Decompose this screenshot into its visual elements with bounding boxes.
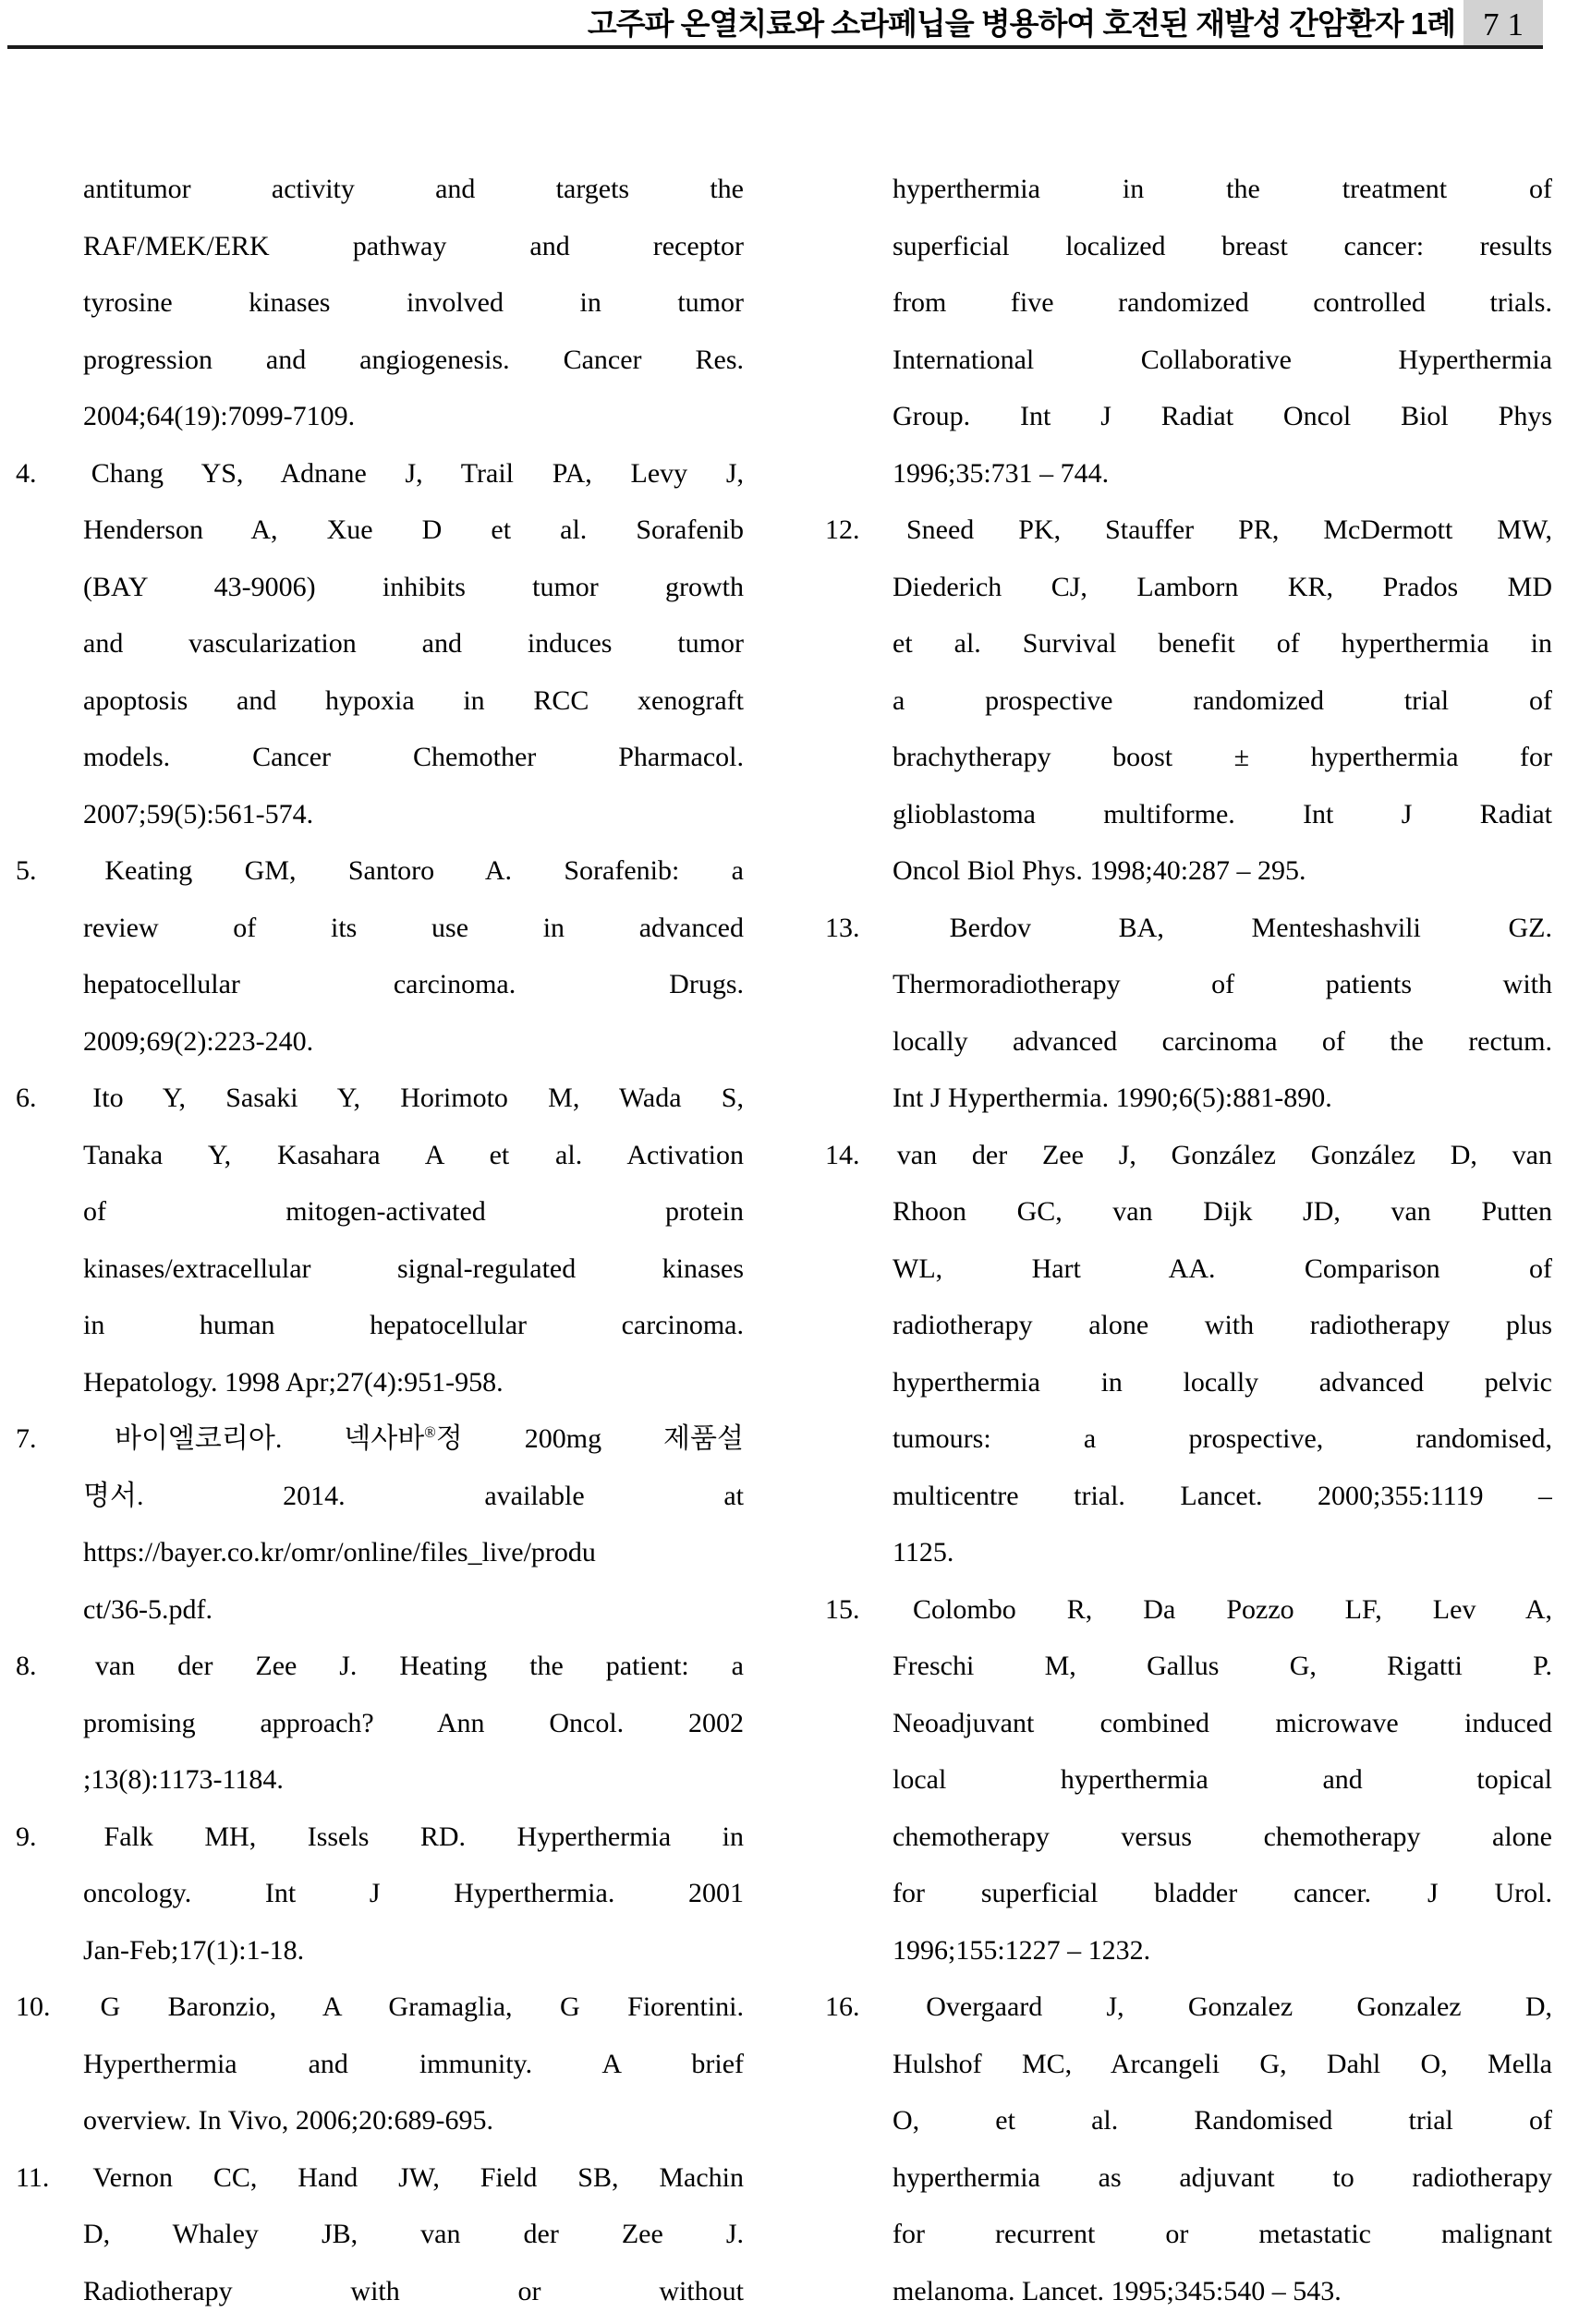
reference-item: [825, 161, 1552, 502]
reference-number: 5.: [16, 855, 37, 886]
reference-line: local hyperthermia and topical: [893, 1764, 1552, 1795]
reference-line: 9. Falk MH, Issels RD. Hyperthermia in: [16, 1809, 744, 1866]
reference-line: International Collaborative Hyperthermia: [893, 344, 1552, 375]
reference-number: 7.: [16, 1423, 37, 1454]
reference-line: 2007;59(5):561-574.: [83, 798, 314, 829]
reference-line: 1996;155:1227 – 1232.: [893, 1934, 1151, 1966]
reference-line: Tanaka Y, Kasahara A et al. Activation: [83, 1139, 744, 1170]
reference-line: Diederich CJ, Lamborn KR, Prados MD: [893, 571, 1552, 602]
reference-line: Hepatology. 1998 Apr;27(4):951-958.: [83, 1366, 504, 1398]
reference-item: [825, 1979, 1552, 2319]
reference-line: 14. van der Zee J, González González D, van: [825, 1127, 1552, 1184]
reference-line: progression and angiogenesis. Cancer Res.: [83, 344, 744, 375]
reference-line: Int J Hyperthermia. 1990;6(5):881-890.: [893, 1083, 1332, 1113]
reference-line: Oncol Biol Phys. 1998;40:287 – 295.: [893, 855, 1306, 886]
reference-item: [16, 1979, 744, 2149]
reference-line: https://bayer.co.kr/omr/online/files_live/produ: [83, 1537, 596, 1567]
reference-number: 11.: [16, 2161, 50, 2193]
reference-item: [16, 1638, 744, 1809]
reference-line: 10. G Baronzio, A Gramaglia, G Fiorentini.: [16, 1979, 744, 2036]
reference-line: for recurrent or metastatic malignant: [893, 2219, 1552, 2249]
page-number: 71: [1483, 6, 1532, 42]
header-rule: [7, 45, 1543, 49]
reference-line: 13. Berdov BA, Menteshashvili GZ.: [825, 900, 1552, 957]
reference-line: O, et al. Randomised trial of: [893, 2105, 1552, 2136]
reference-item: [16, 1070, 744, 1410]
reference-line: superficial localized breast cancer: results: [893, 230, 1552, 261]
reference-number: 6.: [16, 1083, 37, 1113]
reference-line: and vascularization and induces tumor: [83, 628, 744, 659]
reference-line: Radiotherapy with or without: [83, 2275, 744, 2306]
registered-trademark-symbol: ®: [424, 1423, 436, 1441]
reference-line: for superficial bladder cancer. J Urol.: [893, 1878, 1552, 1908]
reference-line: Rhoon GC, van Dijk JD, van Putten: [893, 1196, 1552, 1227]
reference-line: 명서. 2014. available at: [83, 1480, 744, 1511]
reference-line: Group. Int J Radiat Oncol Biol Phys: [893, 401, 1552, 431]
reference-line: tyrosine kinases involved in tumor: [83, 287, 744, 318]
reference-line: kinases/extracellular signal-regulated kinases: [83, 1253, 744, 1284]
reference-line: 1996;35:731 – 744.: [893, 457, 1110, 489]
reference-line: multicentre trial. Lancet. 2000;355:1119 –: [893, 1480, 1552, 1511]
reference-line: radiotherapy alone with radiotherapy plus: [893, 1310, 1552, 1340]
reference-line: RAF/MEK/ERK pathway and receptor: [83, 230, 744, 261]
references-column-right: [825, 161, 1552, 2319]
reference-number: 8.: [16, 1651, 37, 1681]
reference-line: 1125.: [893, 1537, 954, 1567]
reference-line: 15. Colombo R, Da Pozzo LF, Lev A,: [825, 1581, 1552, 1639]
page-number-box: [1463, 0, 1543, 49]
reference-item: [16, 1809, 744, 1979]
reference-line: Henderson A, Xue D et al. Sorafenib: [83, 514, 744, 545]
reference-line: 8. van der Zee J. Heating the patient: a: [16, 1638, 744, 1695]
reference-number: 4.: [16, 457, 37, 489]
reference-item: [16, 445, 744, 843]
reference-item: [16, 842, 744, 1070]
reference-line: hepatocellular carcinoma. Drugs.: [83, 969, 744, 999]
reference-line: 16. Overgaard J, Gonzalez Gonzalez D,: [825, 1979, 1552, 2036]
reference-item: [16, 161, 744, 445]
reference-line: hyperthermia in the treatment of: [893, 174, 1552, 204]
reference-line: of mitogen-activated protein: [83, 1196, 744, 1227]
reference-line: (BAY 43-9006) inhibits tumor growth: [83, 571, 744, 602]
reference-line: Jan-Feb;17(1):1-18.: [83, 1934, 305, 1966]
reference-line: Freschi M, Gallus G, Rigatti P.: [893, 1651, 1552, 1681]
reference-number: 10.: [16, 1991, 51, 2022]
reference-line: from five randomized controlled trials.: [893, 287, 1552, 318]
reference-item: [825, 900, 1552, 1127]
reference-line: 12. Sneed PK, Stauffer PR, McDermott MW,: [825, 502, 1552, 559]
reference-line: oncology. Int J Hyperthermia. 2001: [83, 1878, 744, 1908]
reference-item: [16, 2149, 744, 2320]
reference-line: antitumor activity and targets the: [83, 174, 744, 204]
reference-line: ;13(8):1173-1184.: [83, 1764, 284, 1795]
reference-line: 5. Keating GM, Santoro A. Sorafenib: a: [16, 842, 744, 900]
reference-line: locally advanced carcinoma of the rectum.: [893, 1025, 1552, 1057]
reference-line: chemotherapy versus chemotherapy alone: [893, 1821, 1552, 1852]
reference-line: promising approach? Ann Oncol. 2002: [83, 1707, 744, 1738]
reference-line: ct/36-5.pdf.: [83, 1593, 213, 1625]
reference-line: 2009;69(2):223-240.: [83, 1025, 314, 1057]
running-head-title: 고주파 온열치료와 소라페닙을 병용하여 호전된 재발성 간암환자 1례: [587, 6, 1455, 41]
references-column-left: [16, 161, 744, 2319]
reference-line: hyperthermia as adjuvant to radiotherapy: [893, 2161, 1552, 2193]
reference-line: D, Whaley JB, van der Zee J.: [83, 2219, 744, 2249]
reference-number: 16.: [825, 1991, 860, 2022]
reference-line: et al. Survival benefit of hyperthermia in: [893, 628, 1552, 659]
reference-line: 2004;64(19):7099-7109.: [83, 401, 356, 431]
reference-number: 9.: [16, 1821, 37, 1852]
reference-number: 14.: [825, 1139, 860, 1170]
reference-line: Neoadjuvant combined microwave induced: [893, 1707, 1552, 1738]
reference-number: 15.: [825, 1593, 860, 1625]
reference-item: [16, 1410, 744, 1638]
reference-line: in human hepatocellular carcinoma.: [83, 1310, 744, 1340]
reference-line: models. Cancer Chemother Pharmacol.: [83, 742, 744, 772]
reference-number: 13.: [825, 912, 860, 943]
reference-line: brachytherapy boost ± hyperthermia for: [893, 742, 1552, 772]
reference-line: 7. 바이엘코리아. 넥사바®정 200mg 제품설: [16, 1410, 744, 1468]
reference-item: [825, 502, 1552, 900]
reference-number: 12.: [825, 514, 860, 545]
reference-line: Hyperthermia and immunity. A brief: [83, 2048, 744, 2079]
reference-item: [825, 1581, 1552, 1979]
reference-line: apoptosis and hypoxia in RCC xenograft: [83, 684, 744, 716]
reference-line: review of its use in advanced: [83, 912, 744, 943]
reference-line: 4. Chang YS, Adnane J, Trail PA, Levy J,: [16, 445, 744, 502]
reference-line: 11. Vernon CC, Hand JW, Field SB, Machin: [16, 2149, 744, 2207]
reference-line: melanoma. Lancet. 1995;345:540 – 543.: [893, 2275, 1342, 2306]
reference-line: WL, Hart AA. Comparison of: [893, 1253, 1552, 1284]
reference-line: glioblastoma multiforme. Int J Radiat: [893, 798, 1552, 829]
reference-line: Thermoradiotherapy of patients with: [893, 969, 1552, 999]
reference-line: overview. In Vivo, 2006;20:689-695.: [83, 2105, 493, 2136]
reference-line: hyperthermia in locally advanced pelvic: [893, 1366, 1552, 1398]
reference-line: Hulshof MC, Arcangeli G, Dahl O, Mella: [893, 2048, 1552, 2079]
reference-item: [825, 1127, 1552, 1581]
reference-line: 6. Ito Y, Sasaki Y, Horimoto M, Wada S,: [16, 1070, 744, 1127]
reference-line: a prospective randomized trial of: [893, 684, 1552, 716]
reference-line: tumours: a prospective, randomised,: [893, 1423, 1552, 1454]
